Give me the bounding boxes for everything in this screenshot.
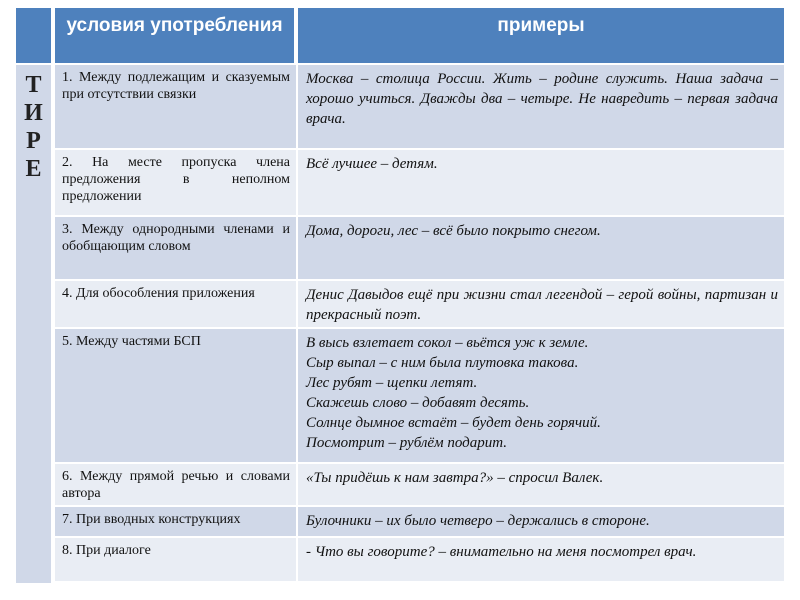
example-line: Москва – столица России. Жить – родине служить. Наша задача – хорошо учиться. Дважды два – четыре. Не навредить – первая задача врача. xyxy=(306,71,778,127)
table-row xyxy=(55,281,784,329)
condition-cell xyxy=(55,538,296,581)
tire-letter: И xyxy=(24,100,43,126)
example-line: Скажешь слово – добавят десять. xyxy=(306,395,530,411)
example-line: Солнце дымное встаёт – будет день горячий. xyxy=(306,415,601,431)
condition-text: 8. При диалоге xyxy=(62,543,151,558)
table-row xyxy=(55,538,784,583)
condition-cell xyxy=(55,217,296,279)
condition-cell xyxy=(55,329,296,462)
tire-letter: Е xyxy=(25,156,42,182)
condition-cell xyxy=(55,281,296,327)
example-line: Булочники – их было четверо – держались в стороне. xyxy=(306,513,650,529)
condition-cell xyxy=(55,464,296,505)
example-cell xyxy=(298,464,784,505)
example-cell xyxy=(298,538,784,581)
condition-cell xyxy=(55,65,296,148)
condition-text: 2. На месте пропуска члена предложения в неполном предложении xyxy=(62,155,290,204)
example-line: Сыр выпал – с ним была плутовка такова. xyxy=(306,355,579,371)
condition-text: 4. Для обособления приложения xyxy=(62,286,255,301)
example-line: Денис Давыдов ещё при жизни стал легендой – герой войны, партизан и прекрасный поэт. xyxy=(306,287,778,323)
table-row xyxy=(55,150,784,217)
example-line: В высь взлетает сокол – вьётся уж к земле. xyxy=(306,335,589,351)
example-cell xyxy=(298,65,784,148)
table-row xyxy=(55,507,784,538)
table-row xyxy=(55,464,784,507)
header-examples: примеры xyxy=(298,8,784,63)
table-row xyxy=(55,329,784,464)
condition-text: 3. Между однородными членами и обобщающим словом xyxy=(62,222,290,254)
example-line: Посмотрит – рублём подарит. xyxy=(306,435,508,451)
example-cell xyxy=(298,507,784,536)
example-cell xyxy=(298,329,784,462)
tire-label-cell xyxy=(16,65,53,583)
example-line: - Что вы говорите? – внимательно на меня посмотрел врач. xyxy=(306,544,697,560)
table-row xyxy=(55,217,784,281)
tire-letter: Т xyxy=(25,72,42,98)
condition-text: 5. Между частями БСП xyxy=(62,334,201,349)
header-corner-cell xyxy=(16,8,53,63)
tire-letter: Р xyxy=(26,128,41,154)
example-line: «Ты придёшь к нам завтра?» – спросил Валек. xyxy=(306,470,604,486)
condition-text: 1. Между подлежащим и сказуемым при отсутствии связки xyxy=(62,70,290,102)
condition-cell xyxy=(55,150,296,215)
example-line: Дома, дороги, лес – всё было покрыто снегом. xyxy=(306,223,601,239)
example-cell xyxy=(298,217,784,279)
condition-cell xyxy=(55,507,296,536)
table-row xyxy=(55,65,784,150)
example-cell xyxy=(298,281,784,327)
header-conditions: условия употребления xyxy=(55,8,296,63)
condition-text: 7. При вводных конструкциях xyxy=(62,512,241,527)
example-cell xyxy=(298,150,784,215)
punctuation-table xyxy=(16,8,784,583)
condition-text: 6. Между прямой речью и словами автора xyxy=(62,469,290,501)
example-line: Всё лучшее – детям. xyxy=(306,156,438,172)
example-line: Лес рубят – щепки летят. xyxy=(306,375,478,391)
